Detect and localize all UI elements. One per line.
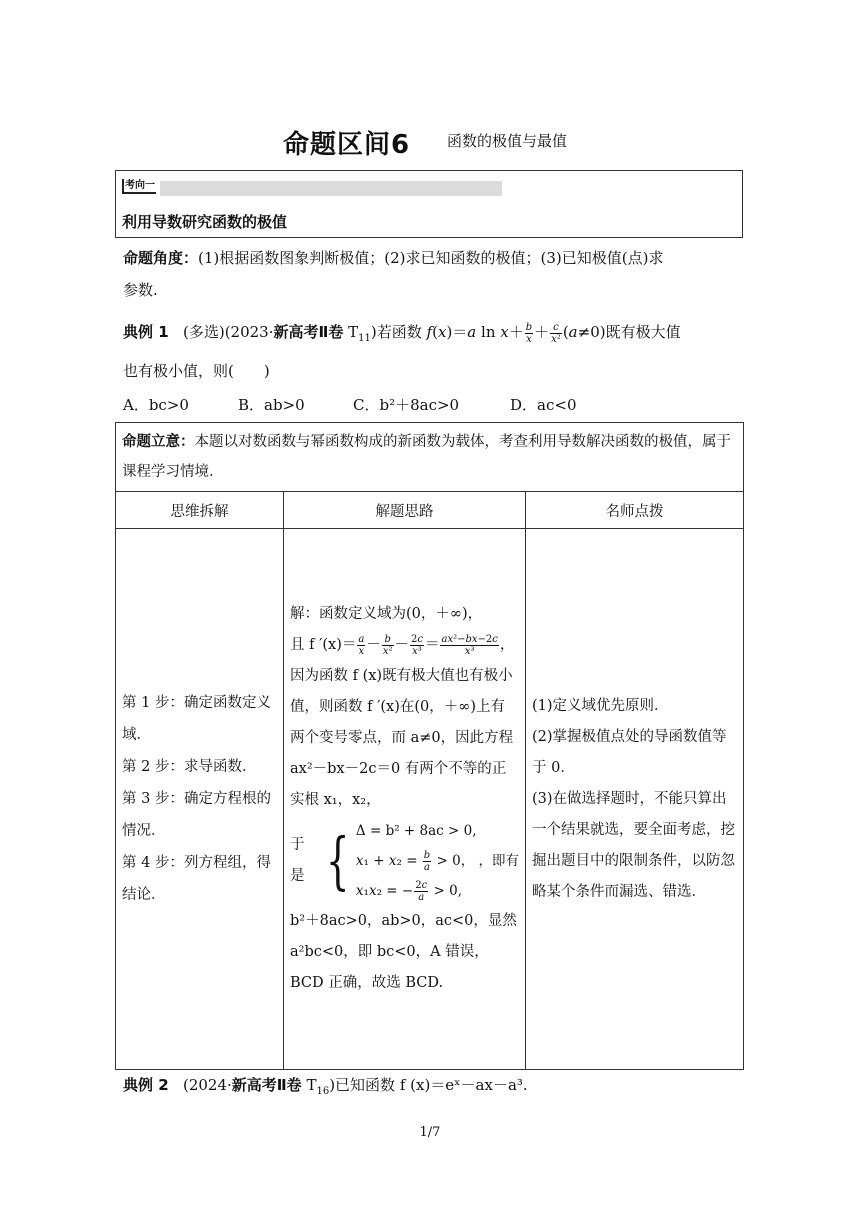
intro-text: 本题以对数函数与幂函数构成的新函数为载体，考查利用导数解决函数的极值，属于课程学习情境． xyxy=(122,434,731,480)
angle-paragraph xyxy=(123,242,743,306)
step-1: 第 1 步：确定函数定义域． xyxy=(122,695,271,743)
example2-t: T xyxy=(306,1076,317,1094)
system-prefix: 于是 xyxy=(290,837,305,884)
example1-line2: 也有极小值，则( ) xyxy=(123,362,270,380)
example1-formula: f(x)＝a ln x＋ $\frac{b}{x}$ ＋ $\frac{c}{\text{x²}}$ (a≠0) xyxy=(426,321,606,345)
step-3: 第 3 步：确定方程根的情况． xyxy=(122,791,271,839)
example1-options xyxy=(123,389,576,421)
example1-tsub: 11 xyxy=(358,333,371,344)
analysis-table xyxy=(115,422,744,1070)
solution-end: b²＋8ac>0，ab>0，ac<0，显然 a²bc<0，即 bc<0，A 错误，BCD 正确，故选 BCD. xyxy=(290,913,517,991)
brace-glyph: { xyxy=(326,824,351,897)
step-2: 第 2 步：求导函数． xyxy=(122,759,257,775)
system-suffix: ，即有 xyxy=(478,853,519,869)
example2-question xyxy=(123,1069,528,1108)
tip-1: (1)定义域优先原则． xyxy=(532,697,669,714)
system-line-3: x₁x₂ = − $\frac{2c}{a}$ > 0, xyxy=(355,880,462,903)
system-line-2: x₁ + x₂ = $\frac{b}{a}$ > 0， ，即有 xyxy=(355,850,519,873)
header-solution: 解题思路 xyxy=(284,492,526,529)
system-line-3-tail: > 0, xyxy=(433,883,462,899)
example2-prefix: (2024· xyxy=(182,1076,232,1094)
tip-2: (2)掌握极值点处的导函数值等于 0． xyxy=(532,728,727,776)
option-d: D．ac<0 xyxy=(510,396,577,414)
example1-label: 典例 1 xyxy=(123,323,169,341)
solution-line-1: 解：函数定义域为(0，＋∞)， xyxy=(290,606,483,622)
angle-text-1: (1)根据函数图象判断极值；(2)求已知函数的极值；(3)已知极值(点)求 xyxy=(198,249,664,267)
example2-text: )已知函数 f (x)＝eˣ－ax－a³. xyxy=(329,1076,528,1094)
option-a: A．bc>0 xyxy=(123,396,189,414)
direction-bar xyxy=(160,181,502,196)
solution-line-3: 因为函数 f (x)既有极大值也有极小值，则函数 f ′(x)在(0，＋∞)上有两个变号零点，而 a≠0，因此方程 ax²－bx－2c＝0 有两个不等的正实根 x₁，x₂， xyxy=(290,668,514,808)
section-subtitle: 函数的极值与最值 xyxy=(447,132,568,150)
system-lines xyxy=(356,816,519,906)
solution-derivative: 且 f ′(x)＝ $\frac{a}{x}$ － $\frac{b}{\text{x²}}$ － $\frac{2c}{\text{x³}}$ ＝ $\frac{\text{ax²−bx−2c}}{\text{x³}}$ ， xyxy=(290,633,515,657)
example1-t: T xyxy=(348,323,359,341)
example2-label: 典例 2 xyxy=(123,1076,169,1094)
direction-topic: 利用导数研究函数的极值 xyxy=(122,213,288,231)
angle-label: 命题角度： xyxy=(123,249,199,267)
example2-source: 新高考Ⅱ卷 xyxy=(231,1076,302,1094)
system-line-2-tail: > 0， xyxy=(436,853,475,869)
example1-source: 新高考Ⅱ卷 xyxy=(273,323,344,341)
page-number: 1/7 xyxy=(419,1125,441,1140)
solution-cell xyxy=(284,529,526,1070)
intro-label: 命题立意： xyxy=(122,434,195,450)
angle-text-2: 参数. xyxy=(123,281,158,299)
header-tips: 名师点拨 xyxy=(526,492,744,529)
example1-question xyxy=(123,316,748,387)
header-thinking: 思维拆解 xyxy=(116,492,284,529)
example1-tail: 既有极大值 xyxy=(605,323,681,341)
section-title: 命题区间6 xyxy=(283,130,411,160)
step-4: 第 4 步：列方程组，得结论． xyxy=(122,855,271,903)
system-line-1: Δ = b² + 8ac > 0, xyxy=(355,823,477,839)
example2-tsub: 16 xyxy=(316,1086,330,1097)
tip-3: (3)在做选择题时，不能只算出一个结果就选，要全面考虑，挖掘出题目中的限制条件，以防忽略某个条件而漏选、错选． xyxy=(532,790,735,900)
equation-system xyxy=(290,816,519,906)
tips-cell xyxy=(526,529,744,1070)
example1-mid: )若函数 xyxy=(370,323,422,341)
direction-tag: 考向一 xyxy=(122,179,156,194)
option-c: C．b²＋8ac>0 xyxy=(353,396,460,414)
direction-box xyxy=(115,170,743,238)
steps-cell xyxy=(116,529,284,1070)
example1-prefix: (多选)(2023· xyxy=(182,323,274,341)
intro-cell xyxy=(116,423,744,492)
derivative-lead: 且 f ′(x)＝ xyxy=(290,637,357,653)
option-b: B．ab>0 xyxy=(238,396,305,414)
